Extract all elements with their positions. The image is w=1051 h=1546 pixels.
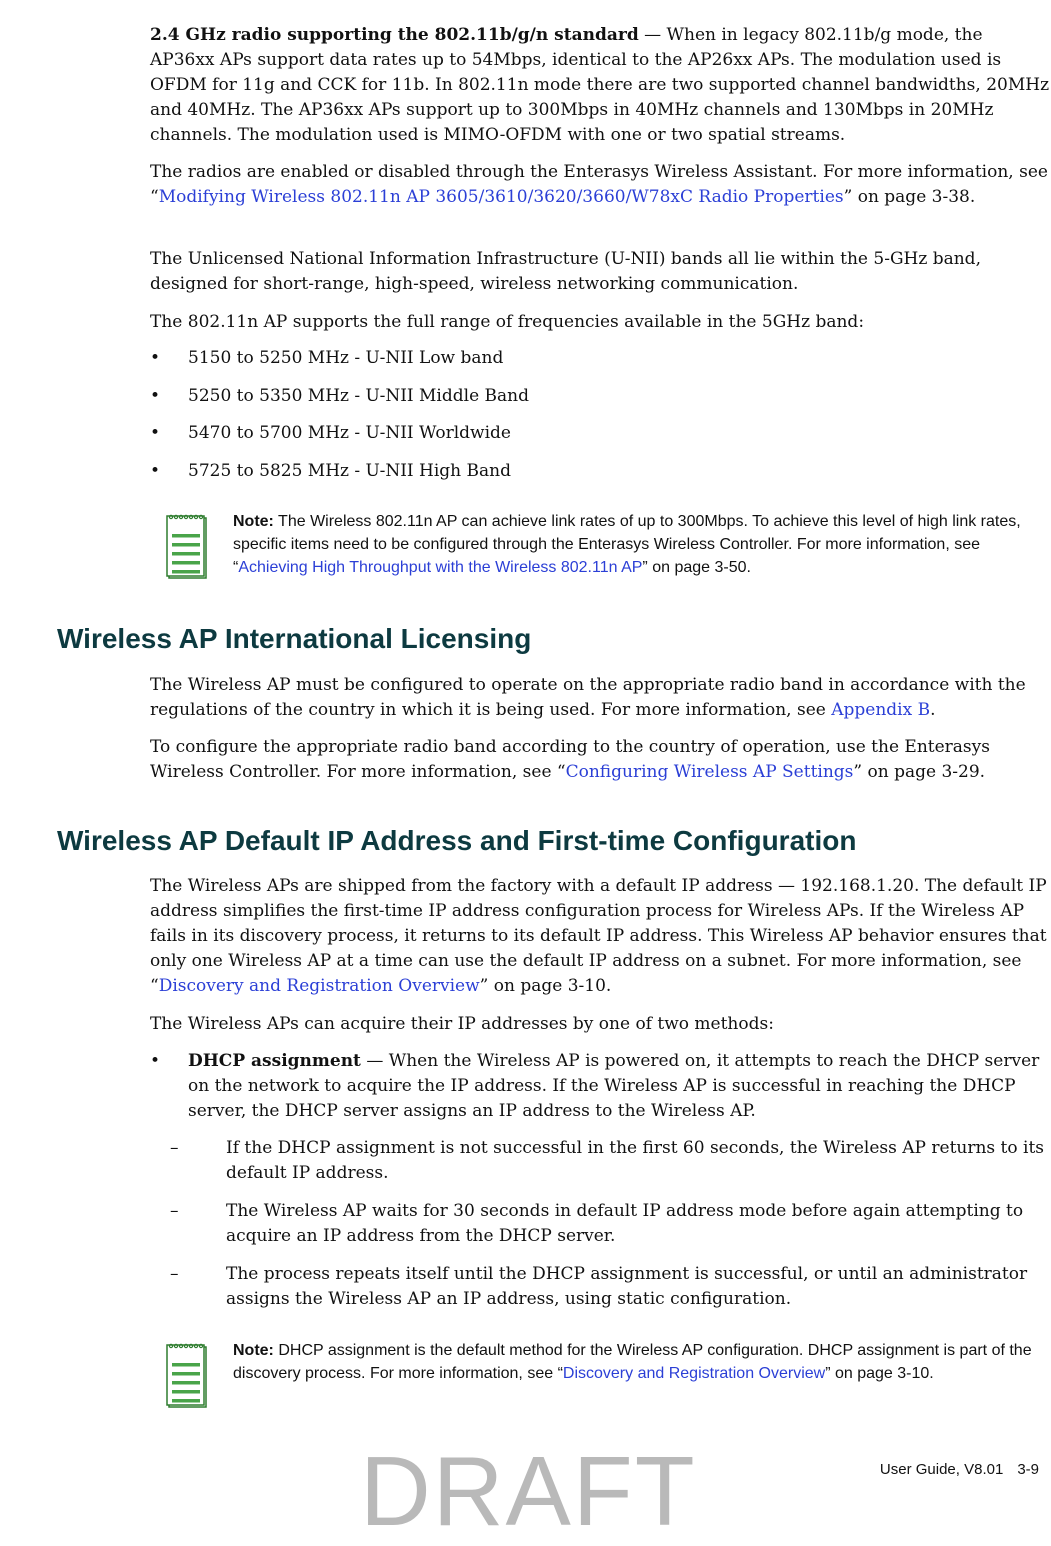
dhcp-body: When the Wireless AP is powered on, it attempts to reach the DHCP server on the network to acquire the IP address. If the Wireless AP is successful in reaching the DHCP server, the DHCP server assigns an IP address to the Wireless AP. xyxy=(188,1051,1040,1121)
licensing-paragraph-2 xyxy=(150,735,1050,785)
default-ip-text: The Wireless APs are shipped from the factory with a default IP address — 192.168.1.20. The default IP address simplifies the first-time IP address configuration process for Wireless APs. If the Wireless AP fails in its discovery process, it returns to its default IP address. This Wireless AP behavior ensures that only one Wireless AP at a time can use the default IP address on a subnet. For more information, see “ xyxy=(150,876,1047,996)
discovery-registration-link[interactable]: Discovery and Registration Overview xyxy=(562,1365,826,1382)
list-item-text: If the DHCP assignment is not successful in the first 60 seconds, the Wireless AP returns to its default IP address. xyxy=(226,1138,1045,1183)
high-throughput-link[interactable]: Achieving High Throughput with the Wireless 802.11n AP xyxy=(238,559,643,576)
bullet-icon: • xyxy=(150,423,161,443)
list-item-text: 5470 to 5700 MHz - U-NII Worldwide xyxy=(188,423,511,443)
notepad-icon xyxy=(166,514,208,580)
note-text xyxy=(233,510,1051,579)
dhcp-bold-lead: DHCP assignment xyxy=(188,1051,361,1071)
dhcp-dash: — xyxy=(360,1051,389,1071)
bullet-icon: • xyxy=(150,1051,161,1071)
list-item-text: 5150 to 5250 MHz - U-NII Low band xyxy=(188,348,504,368)
unii-paragraph: The Unlicensed National Information Infrastructure (U-NII) bands all lie within the 5-GHz band, designed for short-range, high-speed, wireless networking communication. xyxy=(150,249,981,294)
intro-paragraph xyxy=(150,23,1050,148)
footer-page-number: 3-9 xyxy=(1017,1461,1039,1478)
radios-text: The radios are enabled or disabled through the Enterasys Wireless Assistant. For more information, see “ xyxy=(150,162,1048,207)
radios-paragraph xyxy=(150,160,1050,210)
list-item-text: 5250 to 5350 MHz - U-NII Middle Band xyxy=(188,386,529,406)
note-body: DHCP assignment is the default method for the Wireless AP configuration. DHCP assignment is part of the discovery process. For more information, see “ xyxy=(233,1342,1032,1382)
ap-settings-link[interactable]: Configuring Wireless AP Settings xyxy=(565,762,854,782)
note-page-ref: ” on page 3-10. xyxy=(825,1365,934,1382)
dash-icon: – xyxy=(170,1201,179,1221)
freq-paragraph: The 802.11n AP supports the full range of frequencies available in the 5GHz band: xyxy=(150,312,865,332)
note-page-ref: ” on page 3-50. xyxy=(642,559,751,576)
default-ip-paragraph xyxy=(150,874,1050,999)
intro-body: When in legacy 802.11b/g mode, the AP36xx APs support data rates up to 54Mbps, identical to the AP26xx APs. The modulation used is OFDM for 11g and CCK for 11b. In 802.11n mode there are two supported channel bandwidths, 20MHz and 40MHz. The AP36xx APs support up to 300Mbps in 40MHz channels and 130Mbps in 20MHz channels. The modulation used is MIMO-OFDM with one or two spatial streams. xyxy=(150,25,1050,145)
discovery-registration-link[interactable]: Discovery and Registration Overview xyxy=(158,976,480,996)
footer-guide-version: User Guide, V8.01 xyxy=(879,1461,1004,1478)
note-body: The Wireless 802.11n AP can achieve link rates of up to 300Mbps. To achieve this level of high link rates, specific items need to be configured through the Enterasys Wireless Controller. For more information, see “ xyxy=(233,513,1021,576)
licensing-text: To configure the appropriate radio band according to the country of operation, use the Enterasys Wireless Controller. For more information, see “ xyxy=(150,737,990,782)
list-item-text: 5725 to 5825 MHz - U-NII High Band xyxy=(188,461,511,481)
notepad-icon xyxy=(166,1343,208,1409)
list-item-text: The Wireless AP waits for 30 seconds in default IP address mode before again attempting to acquire an IP address from the DHCP server. xyxy=(226,1201,1024,1246)
dhcp-text xyxy=(188,1049,1050,1124)
bullet-icon: • xyxy=(150,386,161,406)
bullet-icon: • xyxy=(150,461,161,481)
licensing-period: . xyxy=(930,700,936,720)
intro-bold-lead: 2.4 GHz radio supporting the 802.11b/g/n standard xyxy=(150,25,639,45)
appendix-b-link[interactable]: Appendix B xyxy=(831,700,931,720)
note-text xyxy=(233,1339,1051,1385)
dash-icon: – xyxy=(170,1138,179,1158)
licensing-text: The Wireless AP must be configured to operate on the appropriate radio band in accordance with the regulations of the country in which it is being used. For more information, see xyxy=(150,675,1026,720)
section-heading-licensing: Wireless AP International Licensing xyxy=(57,623,532,654)
draft-watermark: DRAFT xyxy=(360,1436,697,1546)
list-item-text: The process repeats itself until the DHCP assignment is successful, or until an administrator assigns the Wireless AP an IP address, using static configuration. xyxy=(226,1264,1028,1309)
bullet-icon: • xyxy=(150,348,161,368)
methods-paragraph: The Wireless APs can acquire their IP addresses by one of two methods: xyxy=(150,1014,774,1034)
dash-icon: – xyxy=(170,1264,179,1284)
note-label: Note: xyxy=(233,1342,274,1359)
intro-dash: — xyxy=(638,25,667,45)
licensing-paragraph-1 xyxy=(150,673,1050,723)
page-footer xyxy=(880,1461,1039,1478)
radio-properties-link[interactable]: Modifying Wireless 802.11n AP 3605/3610/3620/3660/W78xC Radio Properties xyxy=(158,187,844,207)
licensing-page-ref: ” on page 3-29. xyxy=(853,762,986,782)
note-label: Note: xyxy=(233,513,274,530)
section-heading-default-ip: Wireless AP Default IP Address and First-time Configuration xyxy=(57,825,857,856)
default-ip-page-ref: ” on page 3-10. xyxy=(479,976,612,996)
radios-page-ref: ” on page 3-38. xyxy=(843,187,976,207)
